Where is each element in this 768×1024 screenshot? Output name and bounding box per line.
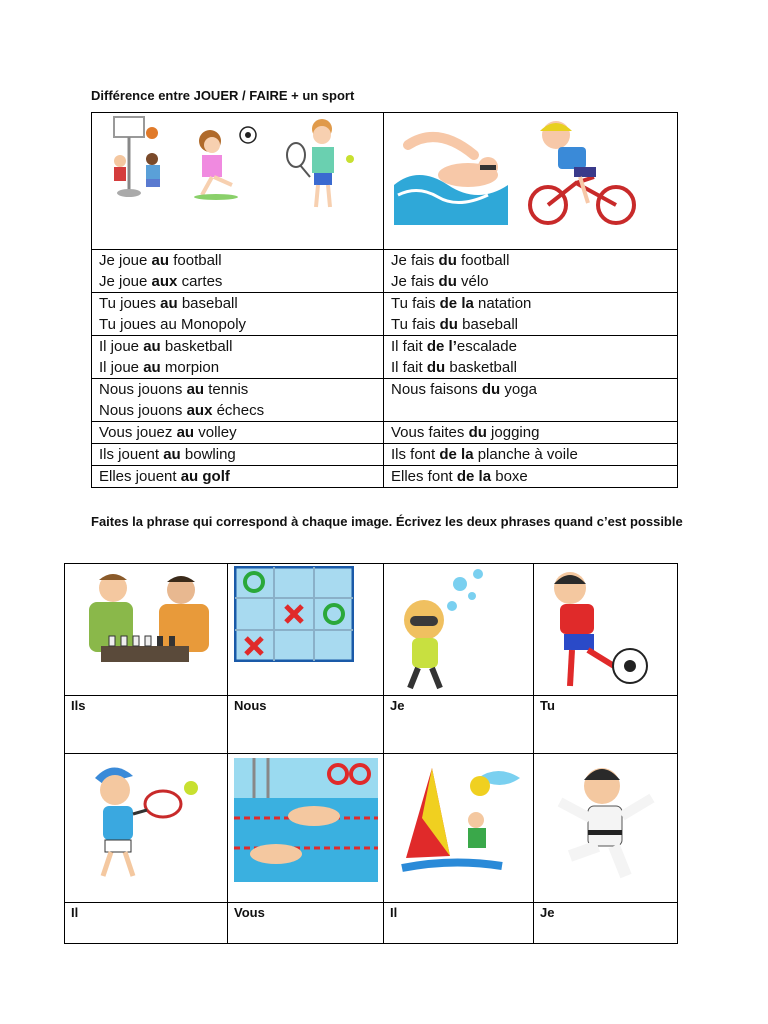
label-text: Tu [540,698,555,713]
section1-title: Différence entre JOUER / FAIRE + un sport [91,88,355,103]
sentence-row [92,422,678,444]
sentence-text: Nous jouons [99,381,187,398]
article-bold: au [163,446,181,463]
swimming-pool-illustration [234,758,378,882]
faire-cell [384,379,678,422]
sentence-text: Nous faisons [391,381,482,398]
article-bold: au [143,359,161,376]
sentence-line [99,293,376,314]
article-bold: au [186,381,205,398]
jouer-cell [92,336,384,379]
faire-cell [384,293,678,336]
sentence-line [99,422,376,443]
sentence-line [391,422,670,443]
sentence-line [391,400,670,421]
sentence-text: Vous faites [391,424,469,441]
label-cell-3[interactable] [384,696,534,754]
sentence-text: baseball [177,295,238,312]
label-cell-8[interactable] [534,903,678,944]
article-bold: du [468,424,487,441]
sentence-text: escalade [456,338,517,355]
sentence-line [391,357,670,378]
sentence-text: Il fait [391,338,427,355]
sentence-text: Tu joues au Monopoly [99,316,247,333]
jouer-faire-table [91,112,678,488]
jouer-cell [92,379,384,422]
sentence-text: cartes [177,273,223,290]
windsurfer-illustration [392,758,524,882]
jouer-cell [92,250,384,293]
sentence-text: vélo [456,273,489,290]
article-bold: de la [456,468,492,485]
sentence-line [391,293,670,314]
article-bold: aux [151,273,178,290]
faire-cell [384,336,678,379]
sentence-line [99,444,376,465]
article-bold: du [439,316,458,333]
sentence-row [92,466,678,488]
image-cell-soccer [534,564,678,696]
article-bold: au [176,424,195,441]
sentence-text: planche à voile [473,446,578,463]
article-bold: au golf [180,468,230,485]
image-cell-snorkel [384,564,534,696]
sentence-text: Ils jouent [99,446,164,463]
label-text: Vous [234,905,265,920]
sentence-text: échecs [212,402,265,419]
section2-title: Faites la phrase qui correspond à chaque image. Écrivez les deux phrases quand c’est possible [91,514,683,529]
cyclist-illustration [518,113,642,229]
image-cell-swimming-pool [228,754,384,903]
sentence-text: yoga [500,381,537,398]
article-bold: de la [439,295,474,312]
sentence-text: Tu fais [391,316,440,333]
sentence-text: basketball [160,338,233,355]
sentence-line [391,271,670,292]
article-bold: du [426,359,446,376]
tennis-boy-illustration [73,758,213,884]
label-text: Il [390,905,398,920]
sentence-row [92,379,678,422]
karate-kid-illustration [540,758,672,882]
article-bold: de la [439,446,474,463]
sentence-text: baseball [457,316,519,333]
label-text: Nous [234,698,267,713]
article-bold: au [151,252,170,269]
sentence-text: Nous jouons [99,402,187,419]
sentence-text: Je fais [391,273,439,290]
sentence-text: Je joue [99,252,152,269]
label-text: Il [71,905,79,920]
image-cell-tennis-boy [65,754,228,903]
sentence-text: Il fait [391,359,427,376]
sentence-text: natation [473,295,532,312]
sentence-text: Il joue [99,338,144,355]
sentence-text: Je fais [391,252,439,269]
sentence-line [99,250,376,271]
image-cell-windsurf [384,754,534,903]
basketball-kids-illustration [106,115,184,199]
sentence-row [92,250,678,293]
sentence-row [92,444,678,466]
sentence-text: volley [194,424,237,441]
chess-players-illustration [71,566,219,666]
faire-cell [384,444,678,466]
label-cell-1[interactable] [65,696,228,754]
article-bold: au [160,295,178,312]
article-bold: du [438,273,457,290]
label-cell-5[interactable] [65,903,228,944]
tic-tac-toe-illustration [234,566,354,662]
sentence-line [99,400,376,421]
sentence-text: jogging [486,424,540,441]
sentence-line [99,379,376,400]
article-bold: de l’ [426,338,457,355]
swimmer-illustration [388,115,512,229]
sentence-text: Je joue [99,273,152,290]
faire-cell [384,422,678,444]
sentence-line [391,466,670,487]
label-text: Ils [71,698,86,713]
sentence-line [99,271,376,292]
article-bold: du [481,381,501,398]
faire-cell [384,250,678,293]
sentence-text: Tu joues [99,295,161,312]
left-illustrations-cell [92,113,384,250]
sentence-line [391,250,670,271]
sentence-line [99,336,376,357]
sentence-text: morpion [160,359,220,376]
article-bold: du [438,252,457,269]
sentence-text: boxe [491,468,528,485]
article-bold: aux [186,402,213,419]
label-cell-7[interactable] [384,903,534,944]
sentence-text: basketball [445,359,517,376]
sentence-text: tennis [204,381,249,398]
sentence-line [99,466,376,487]
sentence-line [99,357,376,378]
soccer-kid-illustration [536,566,654,692]
sentence-text: Elles jouent [99,468,181,485]
image-cell-chess [65,564,228,696]
sentence-text: Ils font [391,446,440,463]
sentence-line [99,314,376,335]
jouer-cell [92,444,384,466]
jouer-cell [92,466,384,488]
girl-kicking-ball-illustration [182,125,260,201]
sentence-text: football [169,252,222,269]
label-cell-2[interactable] [228,696,384,754]
sentence-line [391,314,670,335]
label-cell-6[interactable] [228,903,384,944]
label-cell-4[interactable] [534,696,678,754]
sentence-row [92,293,678,336]
label-text: Je [390,698,405,713]
image-cell-karate [534,754,678,903]
faire-cell [384,466,678,488]
article-bold: au [143,338,161,355]
sentence-text: Elles font [391,468,457,485]
exercise-table [64,563,678,944]
right-illustrations-cell [384,113,678,250]
jouer-cell [92,422,384,444]
sentence-line [391,336,670,357]
jouer-cell [92,293,384,336]
sentence-text: Vous jouez [99,424,177,441]
sentence-text: football [456,252,510,269]
sentence-line [391,379,670,400]
sentence-text: bowling [180,446,236,463]
boy-tennis-illustration [274,115,364,213]
sentence-text: Tu fais [391,295,440,312]
sentence-text: Il joue [99,359,144,376]
snorkel-diver-illustration [390,566,500,692]
label-text: Je [540,905,555,920]
image-cell-tictactoe [228,564,384,696]
sentence-line [391,444,670,465]
sentence-row [92,336,678,379]
